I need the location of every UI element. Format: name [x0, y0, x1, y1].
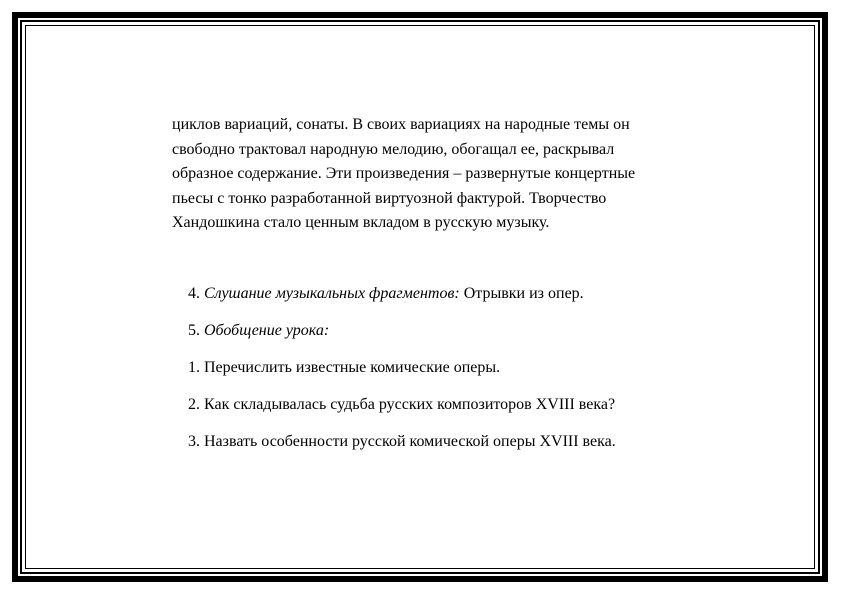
- list-item: [188, 284, 584, 304]
- paragraph-line: образное содержание. Эти произведения – развернутые концертные: [172, 165, 636, 182]
- list-item: [188, 395, 615, 415]
- item-heading: Слушание музыкальных фрагментов:: [204, 285, 460, 302]
- paragraph-line: пьесы с тонко разработанной виртуозной фактурой. Творчество: [172, 189, 607, 207]
- item-text: Отрывки из опер.: [459, 285, 584, 302]
- item-number: 5.: [188, 322, 200, 339]
- list-item: [188, 358, 500, 378]
- body-paragraph: [172, 113, 712, 236]
- item-text: Назвать особенности русской комической оперы XVIII века.: [204, 433, 616, 450]
- item-number: 3.: [188, 433, 200, 450]
- item-text: Перечислить известные комические оперы.: [204, 359, 501, 376]
- paragraph-line: циклов вариаций, сонаты. В своих вариациях на народные темы он: [172, 116, 630, 133]
- list-item: [188, 432, 616, 452]
- item-number: 4.: [188, 285, 200, 302]
- item-number: 1.: [188, 359, 200, 376]
- item-heading: Обобщение урока:: [204, 322, 330, 339]
- paragraph-line: свободно трактовал народную мелодию, обогащал ее, раскрывал: [172, 140, 615, 158]
- item-number: 2.: [188, 396, 200, 413]
- paragraph-line: Хандошкина стало ценным вкладом в русскую музыку.: [172, 214, 550, 231]
- item-text: Как складывалась судьба русских композиторов XVIII века?: [204, 396, 616, 413]
- list-item: [188, 321, 329, 341]
